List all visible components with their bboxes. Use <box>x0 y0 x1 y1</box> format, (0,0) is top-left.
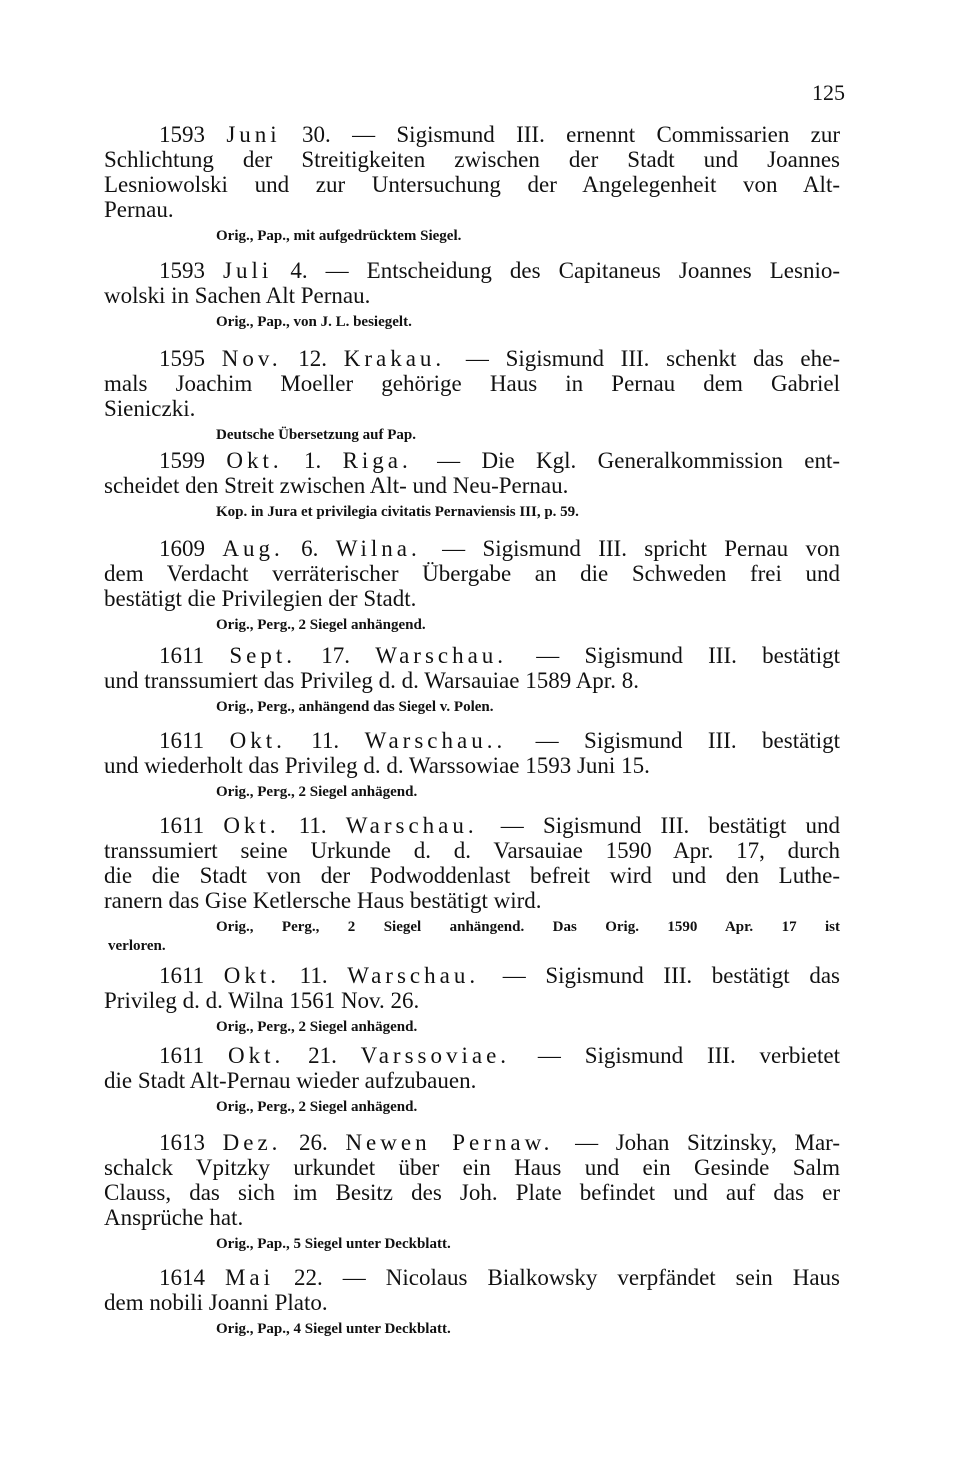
entry-text-line: und wiederholt das Privileg d. d. Warssowiae 1593 Juni 15. <box>104 753 650 778</box>
entry-source-note: Deutsche Übersetzung auf Pap. <box>216 427 416 443</box>
entry-day: 30. <box>280 122 353 147</box>
entry-summary: — Sigismund III. bestätigt und <box>500 813 840 838</box>
document-entry <box>104 963 840 1037</box>
entry-year: 1595 <box>159 346 222 371</box>
entry-year: 1611 <box>159 728 230 753</box>
entry-heading-line <box>104 1043 840 1068</box>
entry-source-note: Orig., Perg., 2 Siegel anhägend. <box>216 784 418 800</box>
entry-heading-line <box>104 963 840 988</box>
entry-day: 11. <box>280 963 348 988</box>
entry-month: Mai <box>224 1265 275 1290</box>
entry-heading-line <box>104 1265 840 1290</box>
document-entry <box>104 1265 840 1339</box>
entry-year: 1593 <box>159 122 227 147</box>
entry-heading-line <box>104 643 840 668</box>
entry-month: Nov. <box>221 346 282 371</box>
entry-source-note: Orig., Pap., mit aufgedrücktem Siegel. <box>216 228 462 244</box>
entry-place: Riga. <box>342 448 438 473</box>
page-number: 125 <box>812 80 845 105</box>
document-entry <box>104 122 840 246</box>
entry-source-note: Orig., Perg., 2 Siegel anhängend. Das Orig. 1590 Apr. 17 ist <box>216 919 840 935</box>
entry-year: 1599 <box>159 448 227 473</box>
entry-place: Krakau. <box>343 346 466 371</box>
entry-year: 1611 <box>159 643 230 668</box>
entry-source-note: Orig., Perg., 2 Siegel anhängend. <box>216 617 426 633</box>
entry-year: 1614 <box>159 1265 225 1290</box>
document-entry <box>104 813 840 955</box>
entry-place: Varssoviae. <box>360 1043 538 1068</box>
entry-place: Warschau. <box>347 963 503 988</box>
entry-month: Juli <box>223 258 273 283</box>
entry-month: Dez. <box>222 1130 282 1155</box>
document-entry <box>104 728 840 802</box>
entry-month: Juni <box>226 122 281 147</box>
entry-summary: — Die Kgl. Generalkommission ent- <box>437 448 841 473</box>
entry-summary: — Johan Sitzinsky, Mar- <box>575 1130 841 1155</box>
entry-summary: — Sigismund III. verbietet <box>537 1043 840 1068</box>
entry-text-line: wolski in Sachen Alt Pernau. <box>104 283 371 308</box>
entry-summary: — Nicolaus Bialkowsky verpfändet sein Haus <box>342 1265 840 1290</box>
entry-source-note-continuation: verloren. <box>108 938 166 954</box>
entry-year: 1609 <box>159 536 223 561</box>
entry-summary: — Sigismund III. spricht Pernau von <box>442 536 840 561</box>
entry-summary: — Sigismund III. bestätigt <box>535 728 840 753</box>
entry-source-note: Orig., Pap., 4 Siegel unter Deckblatt. <box>216 1321 451 1337</box>
entry-heading-line <box>104 122 840 147</box>
entry-month: Okt. <box>223 963 281 988</box>
entry-day: 1. <box>282 448 343 473</box>
document-entry <box>104 1130 840 1254</box>
entry-text-line: Pernau. <box>104 197 174 222</box>
entry-year: 1613 <box>159 1130 223 1155</box>
entry-heading-line <box>104 536 840 561</box>
entry-source-note: Orig., Pap., 5 Siegel unter Deckblatt. <box>216 1236 451 1252</box>
entry-text-line: die die Stadt von der Podwoddenlast befreit wird und den Luthe- <box>104 863 840 888</box>
entry-month: Okt. <box>226 448 283 473</box>
document-entry <box>104 346 840 445</box>
entry-source-note: Orig., Perg., 2 Siegel anhägend. <box>216 1099 418 1115</box>
entry-text-line: Lesniowolski und zur Untersuchung der Angelegenheit von Alt- <box>104 172 840 197</box>
entry-summary: — Sigismund III. ernennt Commissarien zur <box>352 122 841 147</box>
entry-day: 11. <box>279 813 346 838</box>
entry-month: Okt. <box>227 1043 285 1068</box>
entry-text-line: Privileg d. d. Wilna 1561 Nov. 26. <box>104 988 420 1013</box>
entry-text-line: mals Joachim Moeller gehörige Haus in Pernau dem Gabriel <box>104 371 840 396</box>
entry-text-line: Sieniczki. <box>104 396 196 421</box>
entry-place: Newen Pernaw. <box>345 1130 576 1155</box>
entry-summary: — Sigismund III. bestätigt <box>536 643 840 668</box>
entry-year: 1611 <box>159 963 224 988</box>
entry-source-note: Kop. in Jura et privilegia civitatis Pernaviensis III, p. 59. <box>216 504 579 520</box>
entry-heading-line <box>104 728 840 753</box>
entry-text-line: Ansprüche hat. <box>104 1205 244 1230</box>
entry-month: Okt. <box>229 728 286 753</box>
entry-text-line: dem Verdacht verräterischer Übergabe an die Schweden frei und <box>104 561 840 586</box>
entry-text-line: schalck Vpitzky urkundet über ein Haus und ein Gesinde Salm <box>104 1155 840 1180</box>
entry-heading-line <box>104 346 840 371</box>
document-entry <box>104 643 840 717</box>
entry-day: 26. <box>281 1130 346 1155</box>
entry-source-note: Orig., Perg., 2 Siegel anhägend. <box>216 1019 418 1035</box>
entry-day: 12. <box>281 346 344 371</box>
entry-source-note: Orig., Perg., anhängend das Siegel v. Polen. <box>216 699 494 715</box>
entry-day: 21. <box>284 1043 361 1068</box>
entry-place: Warschau. <box>345 813 501 838</box>
entry-text-line: Schlichtung der Streitigkeiten zwischen der Stadt und Joannes <box>104 147 840 172</box>
entry-place: Wilna. <box>335 536 443 561</box>
entry-text-line: transsumiert seine Urkunde d. d. Varsauiae 1590 Apr. 17, durch <box>104 838 840 863</box>
entry-month: Sept. <box>229 643 297 668</box>
entry-text-line: ranern das Gise Ketlersche Haus bestätigt wird. <box>104 888 542 913</box>
entry-year: 1593 <box>159 258 224 283</box>
entry-month: Aug. <box>222 536 284 561</box>
entry-text-line: bestätigt die Privilegien der Stadt. <box>104 586 417 611</box>
entry-summary: — Entscheidung des Capitaneus Joannes Lesnio- <box>325 258 840 283</box>
document-entry <box>104 1043 840 1117</box>
entry-year: 1611 <box>159 1043 228 1068</box>
entry-summary: — Sigismund III. schenkt das ehe- <box>465 346 841 371</box>
entry-year: 1611 <box>159 813 224 838</box>
entry-text-line: Clauss, das sich im Besitz des Joh. Plate befindet und auf das er <box>104 1180 840 1205</box>
entry-heading-line <box>104 258 840 283</box>
entry-source-note: Orig., Pap., von J. L. besiegelt. <box>216 314 412 330</box>
document-entry <box>104 448 840 522</box>
entry-text-line: dem nobili Joanni Plato. <box>104 1290 328 1315</box>
document-entry <box>104 536 840 635</box>
entry-heading-line <box>104 813 840 838</box>
entry-month: Okt. <box>223 813 280 838</box>
document-entry <box>104 258 840 332</box>
entry-place: Warschau.. <box>364 728 536 753</box>
entry-text-line: scheidet den Streit zwischen Alt- und Neu-Pernau. <box>104 473 569 498</box>
entry-day: 17. <box>296 643 376 668</box>
entry-day: 22. <box>274 1265 343 1290</box>
entry-text-line: die Stadt Alt-Pernau wieder aufzubauen. <box>104 1068 477 1093</box>
entry-summary: — Sigismund III. bestätigt das <box>502 963 840 988</box>
entry-place: Warschau. <box>375 643 537 668</box>
entry-day: 4. <box>272 258 326 283</box>
entry-heading-line <box>104 448 840 473</box>
entry-day: 11. <box>285 728 365 753</box>
entry-day: 6. <box>283 536 336 561</box>
entry-text-line: und transsumiert das Privileg d. d. Warsauiae 1589 Apr. 8. <box>104 668 639 693</box>
entry-heading-line <box>104 1130 840 1155</box>
